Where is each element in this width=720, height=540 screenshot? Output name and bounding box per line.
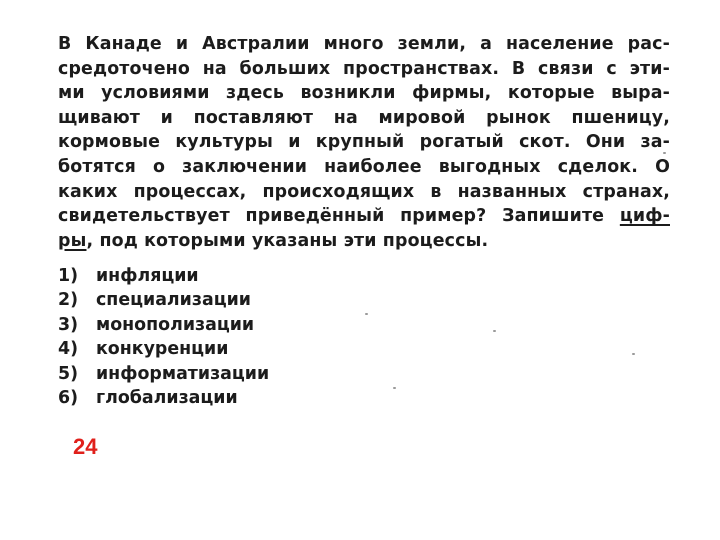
scan-speck — [393, 387, 396, 389]
underlined-word-part-1: циф- — [619, 206, 670, 227]
underlined-word-part-2: ры — [58, 230, 87, 251]
page-number: 24 — [73, 434, 98, 459]
option-number: 6) — [58, 388, 79, 409]
question-text — [58, 32, 670, 253]
option-text: конкуренции — [96, 339, 229, 360]
option-number: 5) — [58, 363, 79, 384]
question-line: ми условиями здесь возникли фирмы, которые выра- — [58, 83, 670, 104]
question-line: средоточено на больших пространствах. В связи с эти- — [58, 58, 670, 79]
answer-option — [58, 264, 269, 288]
option-text: монополизации — [96, 314, 255, 335]
scan-speck — [663, 152, 666, 154]
scan-speck — [493, 330, 496, 332]
answer-option — [58, 362, 269, 386]
question-line: кормовые культуры и крупный рогатый скот. Они за- — [58, 132, 670, 153]
option-number: 4) — [58, 339, 79, 360]
option-number: 1) — [58, 266, 79, 286]
answer-option — [58, 288, 269, 312]
question-line-with-emphasis — [58, 204, 670, 229]
scan-speck — [365, 313, 368, 315]
answer-option — [58, 337, 269, 361]
option-number: 2) — [58, 290, 79, 311]
option-number: 3) — [58, 314, 79, 335]
question-line: В Канаде и Австралии много земли, а население рас- — [58, 34, 670, 54]
question-line: каких процессах, происходящих в названных странах, — [58, 181, 670, 202]
option-text: инфляции — [96, 266, 199, 286]
question-line-start: свидетельствует приведённый пример? Запишите — [58, 206, 620, 227]
option-text: специализации — [96, 290, 251, 311]
question-line: ботятся о заключении наиболее выгодных сделок. О — [58, 156, 670, 177]
question-final-line — [58, 229, 670, 254]
question-final-line-rest: , под которыми указаны эти процессы. — [86, 230, 489, 251]
option-text: информатизации — [96, 363, 270, 384]
answer-option — [58, 313, 269, 337]
question-line: щивают и поставляют на мировой рынок пшеницу, — [58, 107, 670, 128]
answer-options-list — [58, 264, 269, 410]
option-text: глобализации — [96, 388, 238, 409]
scan-speck — [632, 353, 635, 355]
answer-option — [58, 386, 269, 410]
